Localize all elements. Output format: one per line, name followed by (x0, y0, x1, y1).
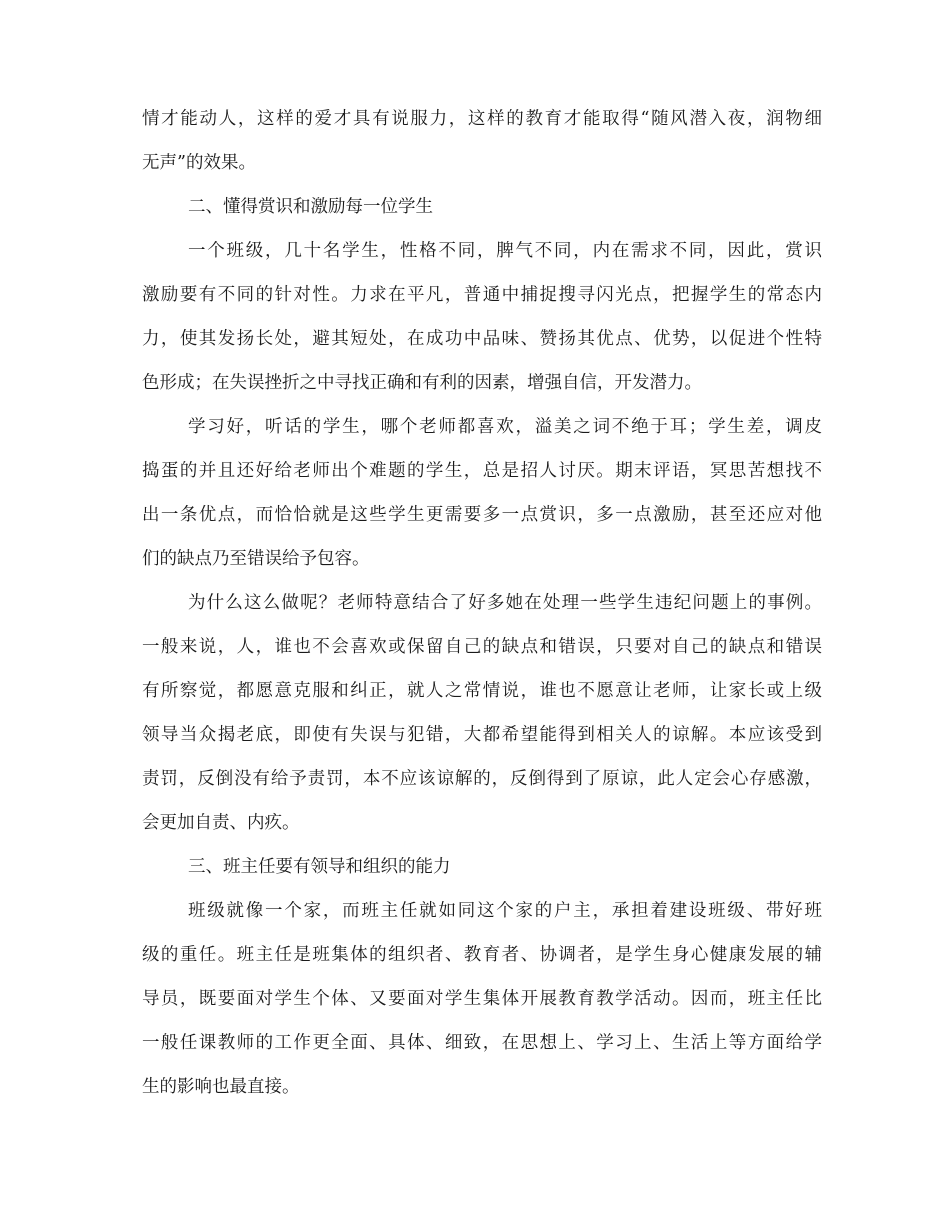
paragraph-line: 激励要有不同的针对性。力求在平凡，普通中捕捉搜寻闪光点，把握学生的常态内 (142, 285, 822, 305)
paragraph-line: 们的缺点乃至错误给予包容。 (142, 549, 370, 569)
paragraph-line: 生的影响也最直接。 (142, 1077, 300, 1097)
paragraph-line: 一般任课教师的工作更全面、具体、细致，在思想上、学习上、生活上等方面给学 (142, 1033, 822, 1053)
section-heading: 三、班主任要有领导和组织的能力 (188, 857, 451, 877)
paragraph-line: 责罚，反倒没有给予责罚，本不应该谅解的，反倒得到了原谅，此人定会心存感激， (142, 769, 822, 789)
paragraph-line: 出一条优点，而恰恰就是这些学生更需要多一点赏识，多一点激励，甚至还应对他 (142, 505, 822, 525)
paragraph-line: 力，使其发扬长处，避其短处，在成功中品味、赞扬其优点、优势，以促进个性特 (142, 329, 822, 349)
section-heading: 二、懂得赏识和激励每一位学生 (188, 197, 433, 217)
paragraph-line: 捣蛋的并且还好给老师出个难题的学生，总是招人讨厌。期末评语，冥思苦想找不 (142, 461, 822, 481)
paragraph-line: 为什么这么做呢？老师特意结合了好多她在处理一些学生违纪问题上的事例。 (188, 593, 822, 613)
paragraph-line: 无声”的效果。 (142, 153, 256, 173)
paragraph-line: 一般来说，人，谁也不会喜欢或保留自己的缺点和错误，只要对自己的缺点和错误 (142, 637, 822, 657)
paragraph-line: 领导当众揭老底，即使有失误与犯错，大都希望能得到相关人的谅解。本应该受到 (142, 725, 822, 745)
paragraph-line: 级的重任。班主任是班集体的组织者、教育者、协调者，是学生身心健康发展的辅 (142, 945, 822, 965)
paragraph-line: 会更加自责、内疚。 (142, 813, 300, 833)
paragraph-line: 班级就像一个家，而班主任就如同这个家的户主，承担着建设班级、带好班 (188, 901, 822, 921)
paragraph-line: 学习好，听话的学生，哪个老师都喜欢，溢美之词不绝于耳；学生差，调皮 (188, 417, 822, 437)
paragraph-line: 有所察觉，都愿意克服和纠正，就人之常情说，谁也不愿意让老师，让家长或上级 (142, 681, 822, 701)
paragraph-line: 色形成；在失误挫折之中寻找正确和有利的因素，增强自信，开发潜力。 (142, 373, 702, 393)
paragraph-line: 导员，既要面对学生个体、又要面对学生集体开展教育教学活动。因而，班主任比 (142, 989, 822, 1009)
paragraph-line: 一个班级，几十名学生，性格不同，脾气不同，内在需求不同，因此，赏识 (188, 241, 822, 261)
paragraph-line: 情才能动人，这样的爱才具有说服力，这样的教育才能取得“随风潜入夜，润物细 (142, 109, 822, 129)
